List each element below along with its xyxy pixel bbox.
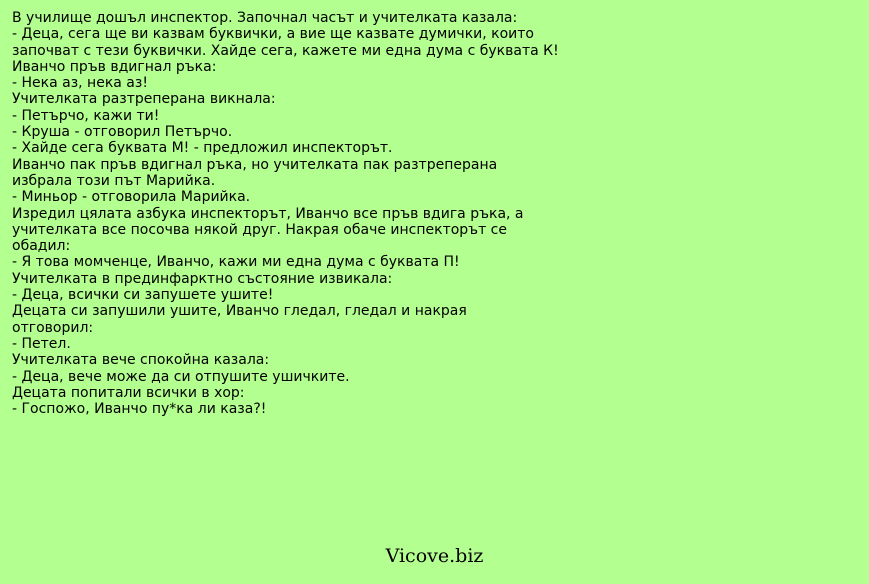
joke-line: избрала този път Марийка. bbox=[12, 172, 216, 189]
joke-line: - Петел. bbox=[12, 335, 71, 352]
joke-line: започват с тези буквички. Хайде сега, кажете ми една дума с буквата К! bbox=[12, 42, 559, 59]
joke-line: Учителката разтреперана викнала: bbox=[12, 91, 276, 108]
joke-text bbox=[12, 10, 572, 417]
joke-line: - Деца, вече може да си отпушите ушичките. bbox=[12, 368, 350, 385]
joke-line: - Петърчо, кажи ти! bbox=[12, 107, 160, 124]
joke-line: учителката все посочва някой друг. Накрая обаче инспекторът се bbox=[12, 221, 507, 238]
joke-line: Учителката вече спокойна казала: bbox=[12, 352, 270, 369]
joke-line: - Нека аз, нека аз! bbox=[12, 75, 148, 92]
joke-line: - Я това момченце, Иванчо, кажи ми една дума с буквата П! bbox=[12, 254, 460, 271]
joke-line: обадил: bbox=[12, 238, 71, 255]
site-watermark: Vicove.biz bbox=[385, 545, 484, 567]
joke-line: - Миньор - отговорила Марийка. bbox=[12, 189, 251, 206]
joke-line: Децата си запушили ушите, Иванчо гледал, гледал и накрая bbox=[12, 303, 467, 320]
joke-line: - Деца, сега ще ви казвам буквички, а вие ще казвате думички, които bbox=[12, 26, 534, 43]
joke-line: В училище дошъл инспектор. Започнал часът и учителката казала: bbox=[12, 10, 518, 26]
joke-line: Учителката в прединфарктно състояние извикала: bbox=[12, 270, 393, 287]
joke-line: - Деца, всички си запушете ушите! bbox=[12, 287, 274, 304]
joke-line: Иванчо пръв вдигнал ръка: bbox=[12, 58, 217, 75]
joke-line: Изредил цялата азбука инспекторът, Иванчо все пръв вдига ръка, а bbox=[12, 205, 524, 222]
joke-line: Децата попитали всички в хор: bbox=[12, 384, 245, 401]
joke-line: Иванчо пак пръв вдигнал ръка, но учителката пак разтреперана bbox=[12, 156, 498, 173]
joke-line: - Хайде сега буквата М! - предложил инспекторът. bbox=[12, 140, 393, 157]
joke-line: - Круша - отговорил Петърчо. bbox=[12, 124, 233, 141]
joke-line: - Госпожо, Иванчо пу*ка ли каза?! bbox=[12, 401, 267, 418]
joke-line: отговорил: bbox=[12, 319, 94, 336]
